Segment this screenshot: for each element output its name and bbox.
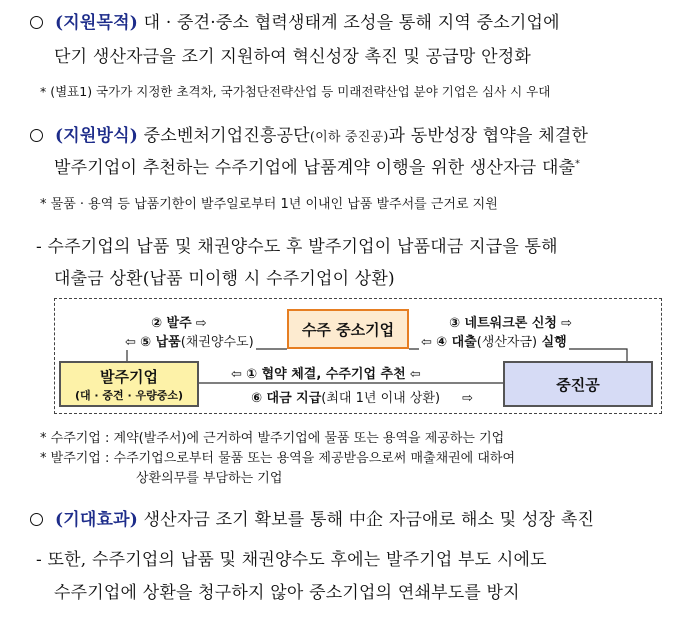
arrow-right-icon: ⇨ [561, 316, 573, 331]
sec2-dash1: - 수주기업의 납품 및 채권양수도 후 발주기업이 납품대금 지급을 통해 [36, 237, 558, 257]
step4-label [419, 331, 569, 350]
sec2-note: * 물품 · 용역 등 납품기한이 발주일로부터 1년 이내인 납품 발주서를 근거로 지원 [40, 197, 498, 212]
kosmes-box-label: 중진공 [556, 375, 600, 394]
sec3-line1-text: 생산자금 조기 확보를 통해 中企 자금애로 해소 및 성장 촉진 [137, 510, 595, 530]
step1-text: ① 협약 체결, 수주기업 추천 [246, 367, 406, 382]
step2-text: ② 발주 [151, 316, 192, 331]
client-box-title: 발주기업 [100, 367, 158, 386]
supplier-box [287, 309, 409, 349]
sec2-line1-small: (이하 중진공) [309, 130, 389, 145]
arrow-left-icon: ⇦ [409, 367, 421, 382]
sec1-line1-text: 대 · 중견·중소 협력생태계 조성을 통해 지역 중소기업에 [137, 13, 560, 33]
sec1-line2: 단기 생산자금을 조기 지원하여 혁신성장 촉진 및 공급망 안정화 [54, 47, 532, 67]
step1-label [231, 363, 421, 382]
circle-bullet-icon [30, 129, 43, 142]
kosmes-box [503, 361, 653, 407]
step6-paren: (최대 1년 이내 상환) [321, 391, 441, 406]
sec3-dash2: 수주기업에 상환을 청구하지 않아 중소기업의 연쇄부도를 방지 [54, 583, 520, 603]
def-client-cont: 상환의무를 부담하는 기업 [136, 471, 283, 486]
arrow-right-icon: ⇨ [462, 391, 474, 406]
sec2-dash2: 대출금 상환(납품 미이행 시 수주기업이 상환) [54, 269, 395, 289]
def-client: * 발주기업 : 수주기업으로부터 물품 또는 용역을 제공받음으로써 매출채권에 대하여 [40, 451, 516, 466]
arrow-right-icon: ⇨ [195, 316, 207, 331]
circle-bullet-icon [30, 16, 43, 29]
def-supplier: * 수주기업 : 계약(발주서)에 근거하여 발주기업에 물품 또는 용역을 제공하는 기업 [40, 431, 505, 446]
step5-label [123, 331, 256, 350]
step3-label [449, 312, 572, 331]
step6-text: ⑥ 대금 지급 [251, 391, 322, 406]
sec2-line2-text: 발주기업이 추천하는 수주기업에 납품계약 이행을 위한 생산자금 대출 [54, 158, 576, 178]
sec3-dash1: - 또한, 수주기업의 납품 및 채권양수도 후에는 발주기업 부도 시에도 [36, 550, 547, 570]
step4-text: ④ 대출 [436, 335, 477, 350]
sec2-line1-tail: 과 동반성장 협약을 체결한 [388, 126, 589, 146]
sec1-line1 [30, 8, 560, 33]
arrow-left-icon: ⇦ [125, 335, 136, 350]
flow-diagram [54, 298, 662, 414]
sec3-heading: (기대효과) [55, 510, 138, 530]
sec2-line1 [30, 121, 588, 146]
step3-text: ③ 네트워크론 신청 [449, 316, 557, 331]
sec1-note: * (별표1) 국가가 지정한 초격차, 국가첨단전략산업 등 미래전략산업 분야 기업은 심사 시 우대 [40, 84, 551, 99]
step6-label [251, 387, 473, 406]
sec3-line1 [30, 505, 594, 530]
client-box-sub: (대 · 중견 · 우량중소) [74, 388, 184, 402]
arrow-left-icon: ⇦ [231, 367, 242, 382]
step5-text: ⑤ 납품 [140, 335, 181, 350]
sec2-line2 [54, 153, 580, 178]
step2-label [151, 312, 207, 331]
footnote-mark: * [575, 159, 580, 170]
step5-paren: (채권양수도) [180, 335, 254, 350]
sec2-heading: (지원방식) [55, 126, 138, 146]
sec2-line1-text: 중소벤처기업진흥공단 [137, 126, 310, 146]
supplier-box-label: 수주 중소기업 [301, 320, 395, 339]
client-box [59, 361, 199, 407]
step4-tail: 실행 [537, 335, 567, 350]
step4-paren: (생산자금) [476, 335, 538, 350]
arrow-left-icon: ⇦ [421, 335, 432, 350]
sec1-heading: (지원목적) [55, 13, 138, 33]
circle-bullet-icon [30, 513, 43, 526]
